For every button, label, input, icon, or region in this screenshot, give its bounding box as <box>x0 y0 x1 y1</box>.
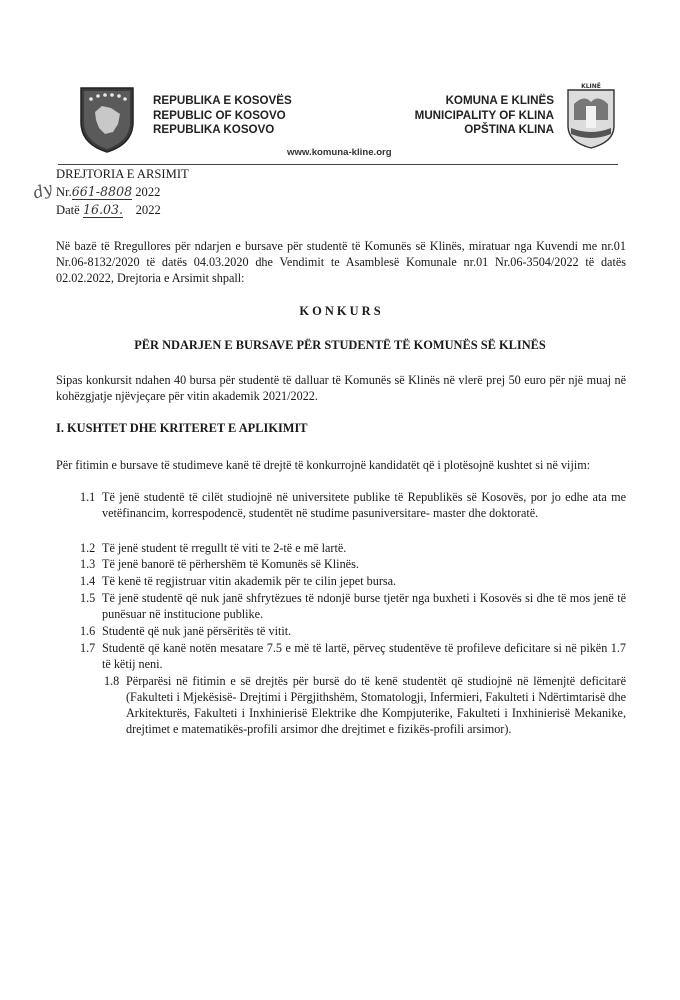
header-right-line-1: KOMUNA E KLINËS <box>445 94 554 107</box>
list-item <box>80 573 626 589</box>
header-website: www.komuna-kline.org <box>287 147 392 158</box>
header-left-line-3: REPUBLIKA KOSOVO <box>153 123 275 136</box>
list-item-text: Studentë që nuk janë përsëritës të vitit. <box>102 624 292 638</box>
list-item-text: Të jenë studentë që nuk janë shfrytëzues të ndonjë burse tjetër nga buxheti i Kosovës si dhe të mos jenë të punësuar në institucione publike. <box>102 591 626 621</box>
header-right-block <box>415 94 554 138</box>
header-left-line-2: REPUBLIC OF KOSOVO <box>153 108 286 122</box>
list-item <box>80 623 626 639</box>
list-item-text: Përparësi në fitimin e së drejtës për bursë do të kenë studentët që studiojnë në lëmenjtë deficitarë (Fakulteti i Mjekësisë- Drejtimi i Përgjithshëm, Stomatologji, Infermieri, Fakulteti i Ndërtimtarisë dhe Arkitekturës, Fakulteti i Inxhinierisë Elektrike dhe Kompjuterike, Fakulteti i Inxhinierisë Mekanike, drejtimet e matematikës-profili arsimor dhe drejtimet e fizikës-profili arsimor). <box>126 674 626 736</box>
list-item <box>80 590 626 622</box>
list-item-text: Të kenë të regjistruar vitin akademik për te cilin jepet bursa. <box>102 574 397 588</box>
reference-block <box>56 166 189 219</box>
list-item-text: Studentë që kanë notën mesatare 7.5 e më të lartë, përveç studentëve të profileve deficitare si në pikën 1.7 të këtij neni. <box>102 641 626 671</box>
header-right-line-3: OPŠTINA KLINA <box>464 123 554 136</box>
list-item-text: Të jenë student të rregullt të viti te 2-të e më lartë. <box>102 541 347 555</box>
nr-label: Nr. <box>56 185 72 199</box>
section-heading: I. KUSHTET DHE KRITERET E APLIKIMIT <box>56 421 308 435</box>
section-lead: Për fitimin e bursave të studimeve kanë të drejtë të konkurrojnë kandidatët që i plotësojnë kushtet si në vijim: <box>56 458 591 472</box>
margin-handwritten-mark: dy <box>30 178 55 203</box>
list-item-number: 1.8 <box>104 674 120 688</box>
list-item-text: Të jenë studentë të cilët studiojnë në universitete publike të Republikës së Kosovës, por jo edhe ata me vetëfinancim, korrespodencë, studentët në studime pasuniversitare- master dhe doktoratë. <box>102 490 626 520</box>
nr-handwritten: 661-8808 <box>71 184 133 199</box>
list-item-number: 1.2 <box>80 541 96 555</box>
date-label: Datë <box>56 203 80 217</box>
intro-paragraph: Në bazë të Rregullores për ndarjen e bursave për studentë të Komunës së Klinës, miratuar nga Kuvendi me nr.01 Nr.06-8132/2020 të datës 04.03.2020 dhe Vendimit te Asamblesë Komunale nr.01 Nr.06-3504/2022 të datës 02.02.2022, Drejtoria e Arsimit shpall: <box>56 239 626 285</box>
header-left-block <box>153 94 292 138</box>
header-left-line-1: REPUBLIKA E KOSOVËS <box>153 94 292 107</box>
list-item-number: 1.7 <box>80 641 96 655</box>
document-subtitle: PËR NDARJEN E BURSAVE PËR STUDENTË TË KOMUNËS SË KLINËS <box>134 338 546 352</box>
emblem-right-label: KLINË <box>581 83 601 90</box>
list-item-text: Të jenë banorë të përhershëm të Komunës së Klinës. <box>102 557 359 571</box>
list-item <box>80 640 626 672</box>
list-item-number: 1.4 <box>80 574 96 588</box>
klina-municipal-emblem-icon <box>566 80 616 150</box>
list-item <box>80 540 626 556</box>
reference-number-line <box>56 183 189 201</box>
list-item <box>104 673 626 737</box>
header-right-line-2: MUNICIPALITY OF KLINA <box>414 108 554 122</box>
list-item-number: 1.3 <box>80 557 96 571</box>
nr-year: 2022 <box>135 185 161 199</box>
list-item-number: 1.5 <box>80 591 96 605</box>
date-year: 2022 <box>135 203 161 217</box>
kosovo-coat-of-arms-icon <box>78 84 136 154</box>
date-handwritten: 16.03. <box>82 202 123 217</box>
summary-paragraph: Sipas konkursit ndahen 40 bursa për studentë të dalluar të Komunës së Klinës në vlerë prej 50 euro për një muaj në kohëzgjatje njëvjeçare për vitin akademik 2021/2022. <box>56 373 626 403</box>
list-item <box>80 556 626 572</box>
list-item-number: 1.1 <box>80 490 96 504</box>
header-divider <box>58 164 618 165</box>
reference-date-line <box>56 201 189 219</box>
department-name: DREJTORIA E ARSIMIT <box>56 167 189 181</box>
list-item-number: 1.6 <box>80 624 96 638</box>
list-item <box>80 489 626 521</box>
document-title: K O N K U R S <box>299 304 381 318</box>
